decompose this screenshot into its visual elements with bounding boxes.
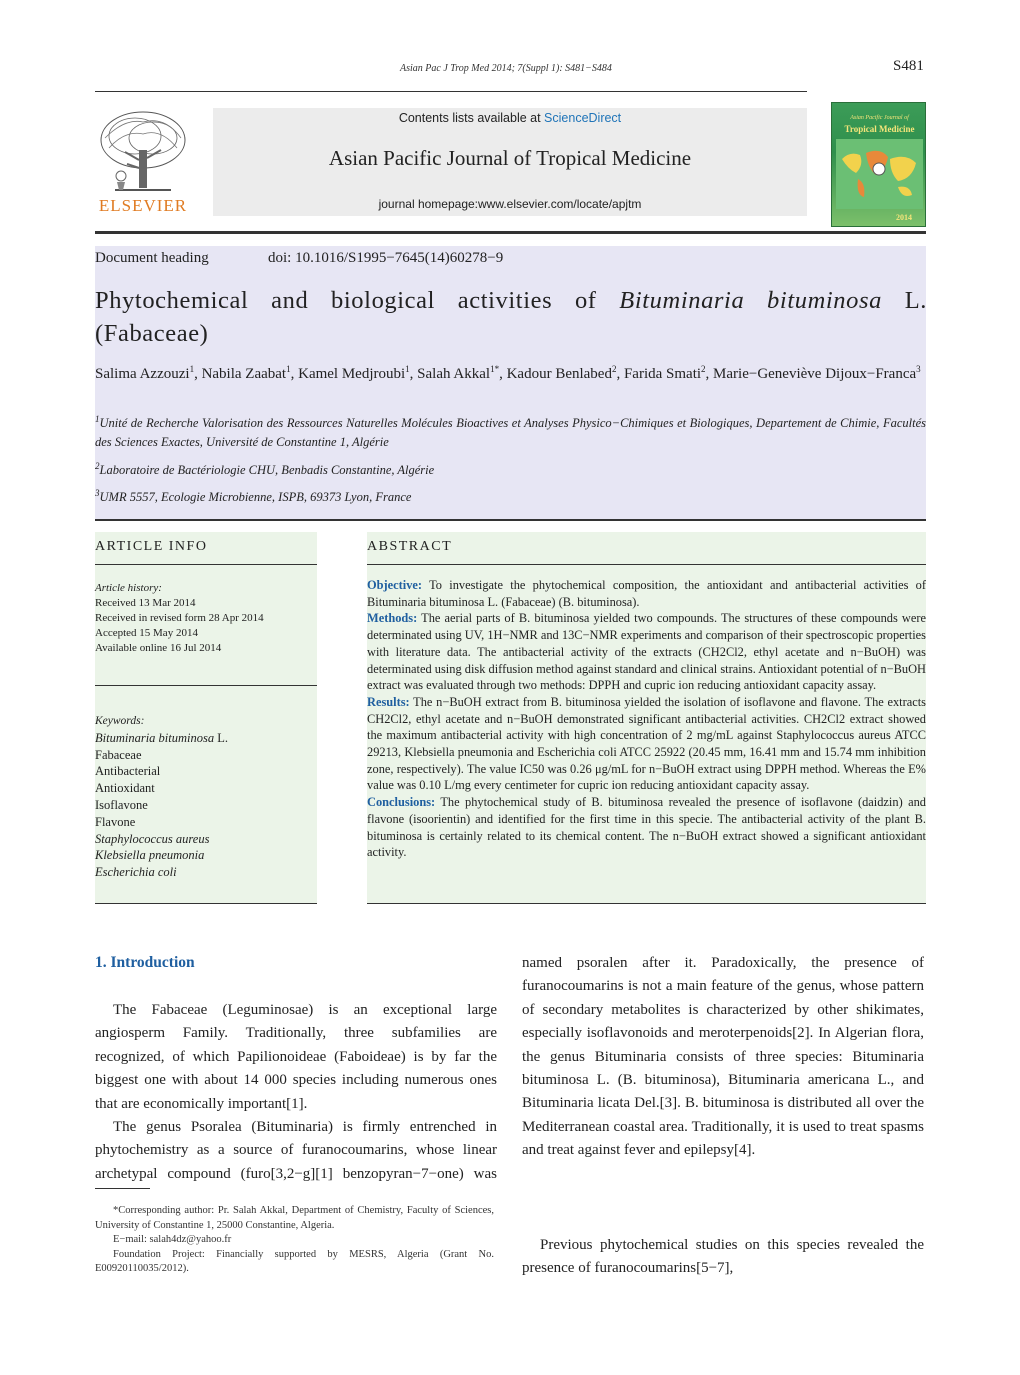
top-rule: [95, 91, 807, 92]
foundation-note: Foundation Project: Financially supported by MESRS, Algeria (Grant No. E00920110035/2012).: [95, 1248, 494, 1274]
intro-paragraph-2-text: The genus Psoralea (Bituminaria) is firmly entrenched in phytochemistry as a source of furanocoumarins, whose linear archetypal compound (furo[3,2−g][1] benzopyran−7−one) was: [95, 1119, 497, 1182]
keyword-item[interactable]: Antibacterial: [95, 764, 161, 779]
journal-name: Asian Pacific Journal of Tropical Medicine: [328, 146, 692, 170]
running-head: Asian Pac J Trop Med 2014; 7(Suppl 1): S481−S484: [400, 63, 612, 74]
header-thick-rule: [95, 231, 926, 234]
author-affiliation-mark: 3: [916, 364, 921, 374]
affiliation-2: [95, 461, 926, 480]
title-suffix: L. (Fabaceae): [95, 287, 927, 347]
abstract-heading-rule: [367, 564, 926, 565]
abstract-conclusions: [367, 794, 926, 861]
keywords-list: [95, 713, 317, 881]
journal-cover-image[interactable]: [831, 102, 926, 227]
methods-text: The aerial parts of B. bituminosa yielded two compounds. The structures of these compounds were determinated using UV, 1H−NMR and 13C−NMR experiments and comparison of their spectroscopic properties with literature data. The antibacterial activity of the extracts (CH2Cl2, ethyl acetate and n−BuOH) was determinated using disk diffusion method against standard and clinical strains. Antioxidant potential of n−BuOH extract was evaluated through two methods: DPPH and cupric ion reducing antioxidant capacity assay.: [367, 611, 926, 693]
doi-link[interactable]: doi: 10.1016/S1995−7645(14)60278−9: [268, 250, 504, 266]
footnotes: [95, 1204, 494, 1277]
author-name[interactable]: Farida Smati: [623, 366, 702, 382]
keywords-label: Keywords:: [95, 715, 145, 727]
author-affiliation-mark: 1: [405, 364, 410, 374]
cover-title-line2: Tropical Medicine: [844, 124, 915, 134]
title-prefix: Phytochemical and biological activities of: [95, 287, 620, 314]
keyword-item[interactable]: Klebsiella pneumonia: [95, 848, 205, 863]
methods-label: Methods:: [367, 611, 418, 626]
abstract-results: [367, 694, 926, 794]
author-name[interactable]: Salima Azzouzi: [95, 366, 190, 382]
article-title: [95, 284, 927, 350]
intro-paragraph-3: Previous phytochemical studies on this species revealed the presence of furanocoumarins[5−7],: [522, 1237, 924, 1277]
elsevier-wordmark: ELSEVIER: [98, 196, 188, 215]
author-affiliation-mark: 1*: [490, 364, 500, 374]
objective-label: Objective:: [367, 578, 423, 592]
info-heading-rule: [95, 564, 317, 565]
intro-paragraph-2-continued-text: named psoralen after it. Paradoxically, the presence of furanocoumarins is not a main feature of the genus, whose pattern of secondary metabolites is characterized by other shikimates, especially isoflavonoids and meroterpenoids[2]. In Algerian flora, the genus Bituminaria consists of three species: Bituminaria bituminosa L. (B. bituminosa), Bituminaria americana L., and Bituminaria licata Del.[3]. B. bituminosa is distributed all over the Mediterranean coastal area. Traditionally, it is used to treat spasms and treat against fever and epilepsy[4].: [522, 955, 924, 1159]
author-affiliation-mark: 2: [611, 364, 617, 374]
introduction-heading: 1. Introduction: [95, 954, 195, 971]
journal-homepage-link[interactable]: journal homepage:www.elsevier.com/locate/apjtm: [378, 197, 642, 211]
affiliation-number: 3: [95, 487, 100, 498]
history-item: Received in revised form 28 Apr 2014: [95, 612, 264, 624]
affiliation-number: 2: [95, 460, 100, 471]
keyword-item[interactable]: Isoflavone: [95, 797, 148, 812]
info-bottom-rule: [95, 903, 317, 904]
conclusions-text: The phytochemical study of B. bituminosa revealed the presence of isoflavone (daidzin) and flavone (isoorientin) and identified for the first time in this specie. The antibacterial activity of the plant B. bituminosa is certainly related to its chemical content. The n−BuOH extract showed a significant antioxidant activity.: [367, 795, 926, 860]
objective-text: To investigate the phytochemical composition, the antioxidant and antibacterial activities of Bituminaria bituminosa L. (Fabaceae) (B. bituminosa).: [367, 578, 926, 609]
document-heading-label: Document heading: [95, 250, 209, 266]
article-history: [95, 581, 317, 656]
author-name[interactable]: Salah Akkal: [417, 366, 491, 382]
page-number: S481: [893, 58, 924, 74]
keyword-item[interactable]: [95, 730, 317, 747]
title-species: Bituminaria bituminosa: [619, 287, 882, 314]
author-affiliation-mark: 1: [189, 364, 195, 374]
author-name[interactable]: Marie−Geneviève Dijoux−Franca: [713, 366, 917, 382]
sciencedirect-link[interactable]: ScienceDirect: [544, 111, 622, 125]
abstract-objective: [367, 577, 926, 610]
abstract-body: [367, 577, 926, 861]
keyword-suffix: L.: [214, 730, 228, 745]
conclusions-label: Conclusions:: [367, 795, 436, 810]
affiliation-text: UMR 5557, Ecologie Microbienne, ISPB, 69373 Lyon, France: [99, 490, 412, 504]
intro-paragraph-1: The Fabaceae (Leguminosae) is an exceptional large angiosperm Family. Traditionally, three subfamilies are recognized, of which Papilionoideae (Faboideae) is by far the biggest one with about 14 000 species including numerous ones that are economically important[1].: [95, 1002, 497, 1112]
history-label: Article history:: [95, 582, 162, 594]
cover-title-line1: Asian Pacific Journal of: [850, 115, 909, 121]
footnote-rule: [95, 1188, 150, 1189]
affiliation-text: Unité de Recherche Valorisation des Ressources Naturelles Molécules Bioactives et Analyses Physico−Chimiques et Biologiques, Departement de Chimie, Facultés des Sciences Exactes, Université de Constantine 1, Algérie: [95, 416, 926, 449]
history-item: Accepted 15 May 2014: [95, 627, 198, 639]
author-name[interactable]: Nabila Zaabat: [201, 366, 287, 382]
results-label: Results:: [367, 694, 410, 709]
keyword-item[interactable]: Staphylococcus aureus: [95, 831, 210, 846]
affiliation-number: 1: [95, 413, 100, 424]
affiliation-1: [95, 414, 926, 452]
abstract-heading: ABSTRACT: [367, 539, 453, 554]
email-link[interactable]: E−mail: salah4dz@yahoo.fr: [113, 1234, 232, 1245]
author-name[interactable]: Kamel Medjroubi: [298, 366, 406, 382]
abstract-methods: [367, 610, 926, 694]
history-item: Available online 16 Jul 2014: [95, 642, 222, 654]
article-info-heading: ARTICLE INFO: [95, 539, 208, 554]
keyword-item[interactable]: Flavone: [95, 814, 136, 829]
intro-paragraph-2-continued: [522, 952, 924, 1232]
corresponding-author-note: *Corresponding author: Pr. Salah Akkal, Department of Chemistry, Faculty of Sciences, University of Constantine 1, 25000 Constantine, Algeria.: [95, 1205, 494, 1231]
keyword-item[interactable]: Escherichia coli: [95, 865, 177, 880]
author-affiliation-mark: 2: [701, 364, 706, 374]
author-affiliation-mark: 1: [286, 364, 291, 374]
keyword-item[interactable]: Fabaceae: [95, 747, 142, 762]
author-name[interactable]: Kadour Benlabed: [506, 366, 612, 382]
history-item: Received 13 Mar 2014: [95, 597, 196, 609]
cover-world-map-icon: [836, 139, 923, 209]
elsevier-logo[interactable]: [95, 108, 191, 218]
journal-banner: [213, 108, 807, 216]
history-rule: [95, 685, 317, 686]
contents-line: [213, 111, 807, 125]
keyword-item[interactable]: Antioxidant: [95, 781, 155, 796]
contents-prefix: Contents lists available at: [398, 111, 545, 125]
cover-year: 2014: [896, 213, 912, 222]
header-bottom-rule: [95, 519, 926, 521]
affiliation-3: [95, 488, 926, 507]
results-text: The n−BuOH extract from B. bituminosa yielded the isolation of isoflavone and flavone. The extracts CH2Cl2, ethyl acetate and n−BuOH demonstrated significant antibacterial activities. CH2Cl2 extract showed the maximum antibacterial activity with high concentration of 2 mg/mL against Staphylococcus aureus ATCC 29213, Klebsiella pneumonia and Escherichia coli ATCC 25922 (20.45 mm, 16.41 mm and 15.74 mm inhibition zone, respectively). The value IC50 was 0.26 μg/mL for n−BuOH extract using DPPH method. Whereas the E% value was 0.10 L/mg every centimeter for cupric ion reducing antioxidant capacity assay.: [367, 694, 926, 793]
intro-paragraph-2: [95, 1116, 497, 1186]
author-list: Salima Azzouzi$^1$, Nabila Zaabat$^1$, Kamel Medjroubi$^1$, Salah Akkal$^{1*}$, Kadour Benlabed$^2$, Farida Smati$^2$, Marie−Geneviève Dijoux−Franca$^3$: [95, 364, 921, 382]
keyword-species: Bituminaria bituminosa: [95, 730, 215, 745]
abstract-bottom-rule: [367, 903, 926, 904]
affiliation-text: Laboratoire de Bactériologie CHU, Benbadis Constantine, Algérie: [99, 463, 435, 477]
